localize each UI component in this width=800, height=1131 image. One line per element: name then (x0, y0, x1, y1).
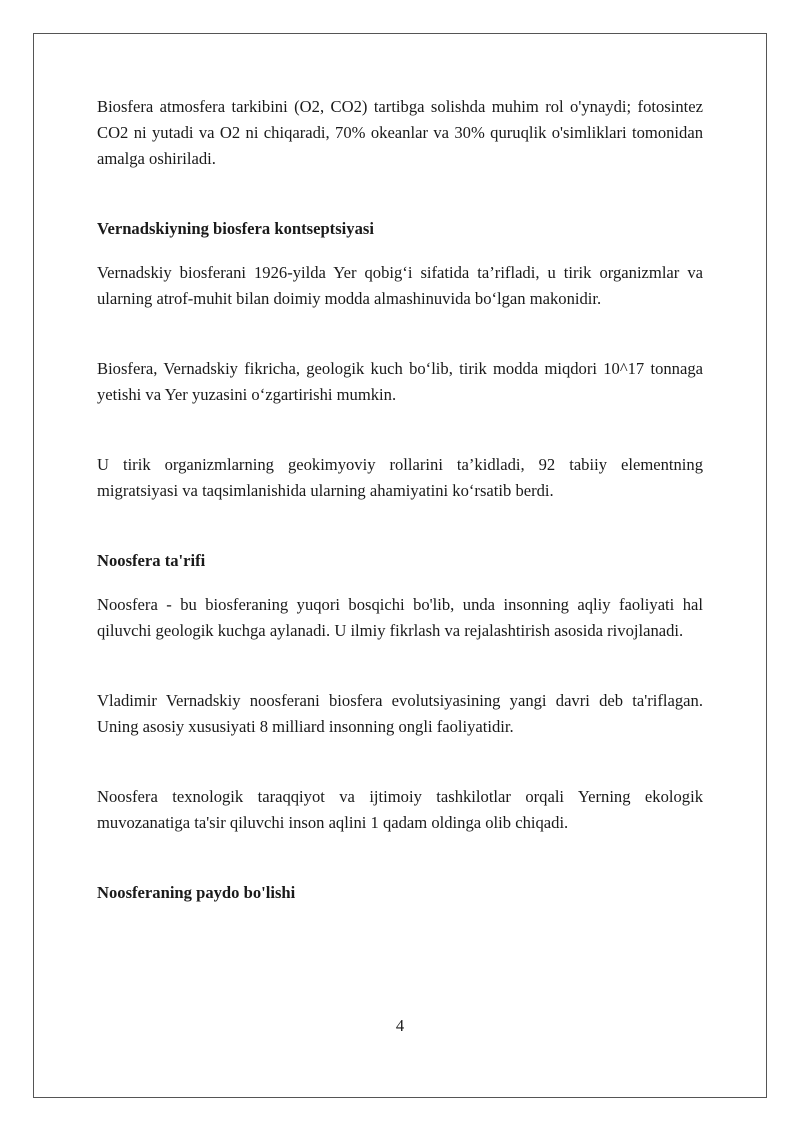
paragraph-noosphere-technology: Noosfera texnologik taraqqiyot va ijtimoiy tashkilotlar orqali Yerning ekologik muvozanatiga ta'sir qiluvchi inson aqlini 1 qadam oldinga olib chiqadi. (97, 787, 703, 832)
paragraph-noosphere-era: Vladimir Vernadskiy noosferani biosfera evolutsiyasining yangi davri deb ta'riflagan. Uning asosiy xususiyati 8 milliard insonning ongli faoliyatidir. (97, 691, 703, 736)
paragraph-noosphere-stage: Noosfera - bu biosferaning yuqori bosqichi bo'lib, unda insonning aqliy faoliyati hal qiluvchi geologik kuchga aylanadi. U ilmiy fikrlash va rejalashtirish asosida rivojlanadi. (97, 595, 703, 640)
paragraph-geochemical-roles: U tirik organizmlarning geokimyoviy rollarini ta’kidladi, 92 tabiiy elementning migratsiyasi va taqsimlanishida ularning ahamiyatini ko‘rsatib berdi. (97, 455, 703, 500)
heading-noosphere-definition: Noosfera ta'rifi (97, 551, 206, 570)
heading-noosphere-emergence: Noosferaning paydo bo'lishi (97, 883, 296, 902)
page-number: 4 (395, 1016, 405, 1035)
paragraph-geological-force: Biosfera, Vernadskiy fikricha, geologik kuch bo‘lib, tirik modda miqdori 10^17 tonnaga yetishi va Yer yuzasini o‘zgartirishi mumkin. (97, 359, 703, 404)
heading-vernadsky-concept: Vernadskiyning biosfera kontseptsiyasi (97, 219, 374, 238)
document-body (97, 94, 703, 906)
paragraph-vernadsky-definition: Vernadskiy biosferani 1926-yilda Yer qobig‘i sifatida ta’rifladi, u tirik organizmlar va ularning atrof-muhit bilan doimiy modda almashinuvida bo‘lgan makonidir. (97, 263, 703, 308)
paragraph-atmosphere: Biosfera atmosfera tarkibini (O2, CO2) tartibga solishda muhim rol o'ynaydi; fotosintez CO2 ni yutadi va O2 ni chiqaradi, 70% okeanlar va 30% quruqlik o'simliklari tomonidan amalga oshiriladi. (97, 97, 703, 168)
